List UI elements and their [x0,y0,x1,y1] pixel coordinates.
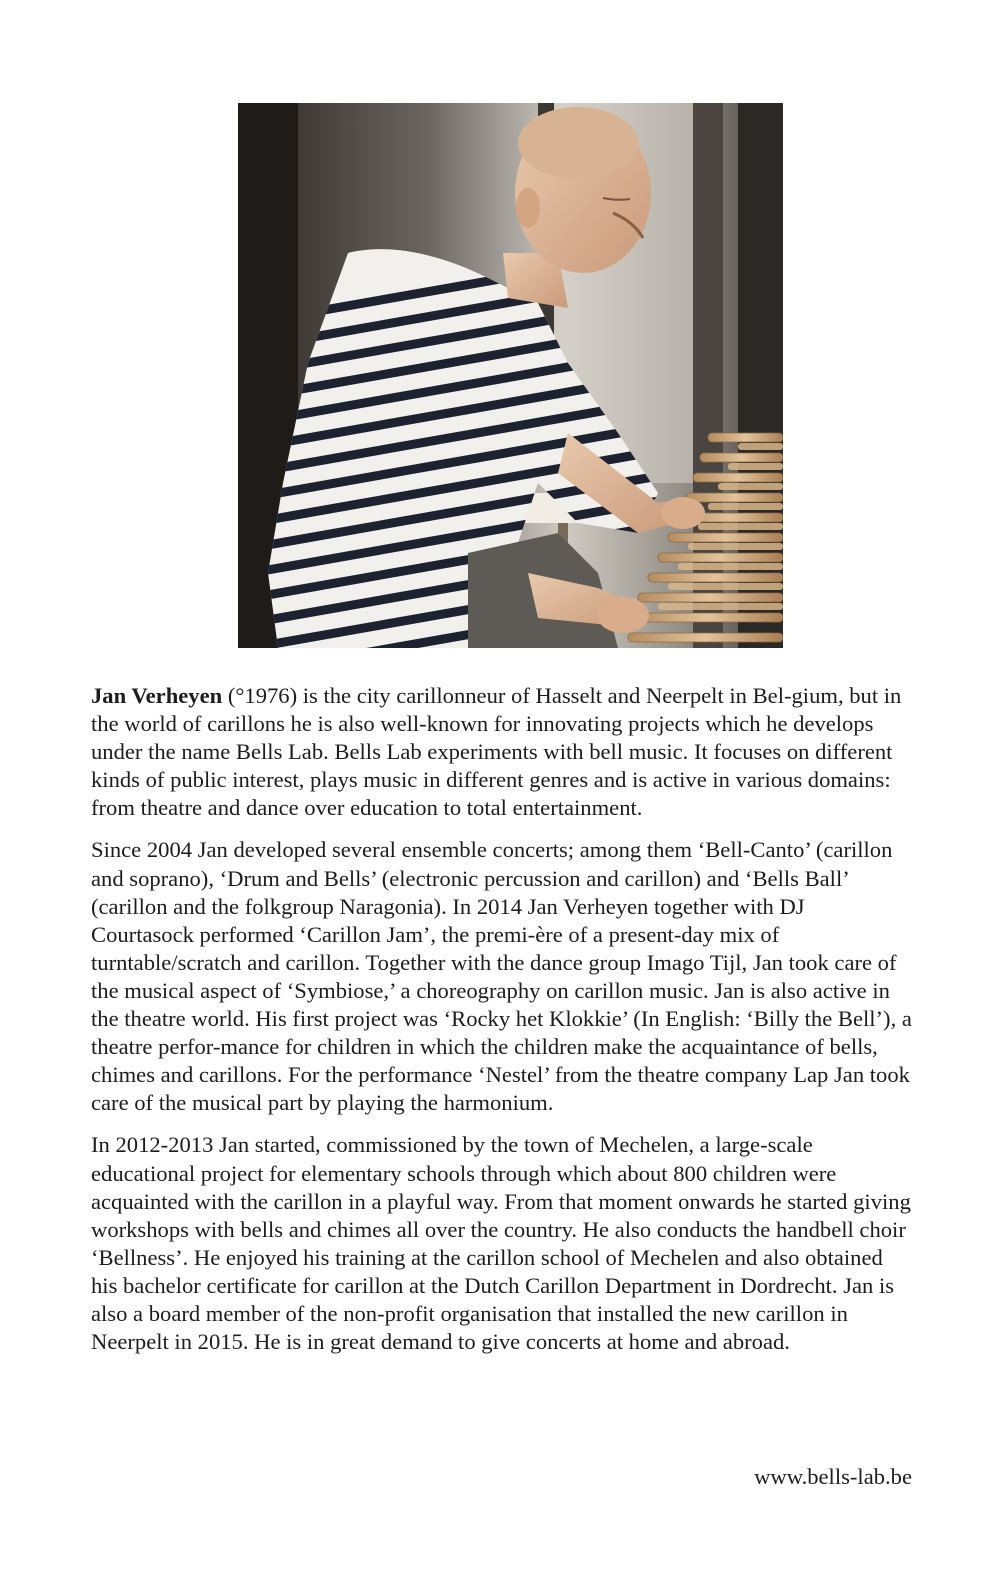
bio-paragraph-1-text: (°1976) is the city carillonneur of Hasselt and Neerpelt in Bel-gium, but in the world of carillons he is also well-known for innovating projects which he develops under the name Bells Lab. Bells Lab experiments with bell music. It focuses on different kinds of public interest, plays music in different genres and is active in various domains: from theatre and dance over education to total entertainment. [91,683,902,821]
artist-name: Jan Verheyen [91,683,223,708]
portrait-photo [238,103,783,648]
website-url: www.bells-lab.be [754,1464,912,1489]
bio-paragraph-2: Since 2004 Jan developed several ensemble concerts; among them ‘Bell-Canto’ (carillon and soprano), ‘Drum and Bells’ (electronic percussion and carillon) and ‘Bells Ball’ (carillon and the folkgroup Naragonia). In 2014 Jan Verheyen together with DJ Courtasock performed ‘Carillon Jam’, the premi-ère of a present-day mix of turntable/scratch and carillon. Together with the dance group Imago Tijl, Jan took care of the musical aspect of ‘Symbiose,’ a choreography on carillon music. Jan is also active in the theatre world. His first project was ‘Rocky het Klokkie’ (In English: ‘Billy the Bell’), a theatre perfor-mance for children in which the children make the acquaintance of bells, chimes and carillons. For the performance ‘Nestel’ from the theatre company Lap Jan took care of the musical part by playing the harmonium. [91,837,912,1116]
bio-paragraph-3: In 2012-2013 Jan started, commissioned by the town of Mechelen, a large-scale educational project for elementary schools through which about 800 children were acquainted with the carillon in a playful way. From that moment onwards he started giving workshops with bells and chimes all over the country. He also conducts the handbell choir ‘Bellness’. He enjoyed his training at the carillon school of Mechelen and also obtained his bachelor certificate for carillon at the Dutch Carillon Department in Dordrecht. Jan is also a board member of the non-profit organisation that installed the new carillon in Neerpelt in 2015. He is in great demand to give concerts at home and abroad. [91,1132,911,1355]
biography [91,682,913,1370]
bio-paragraph-1 [91,682,913,822]
